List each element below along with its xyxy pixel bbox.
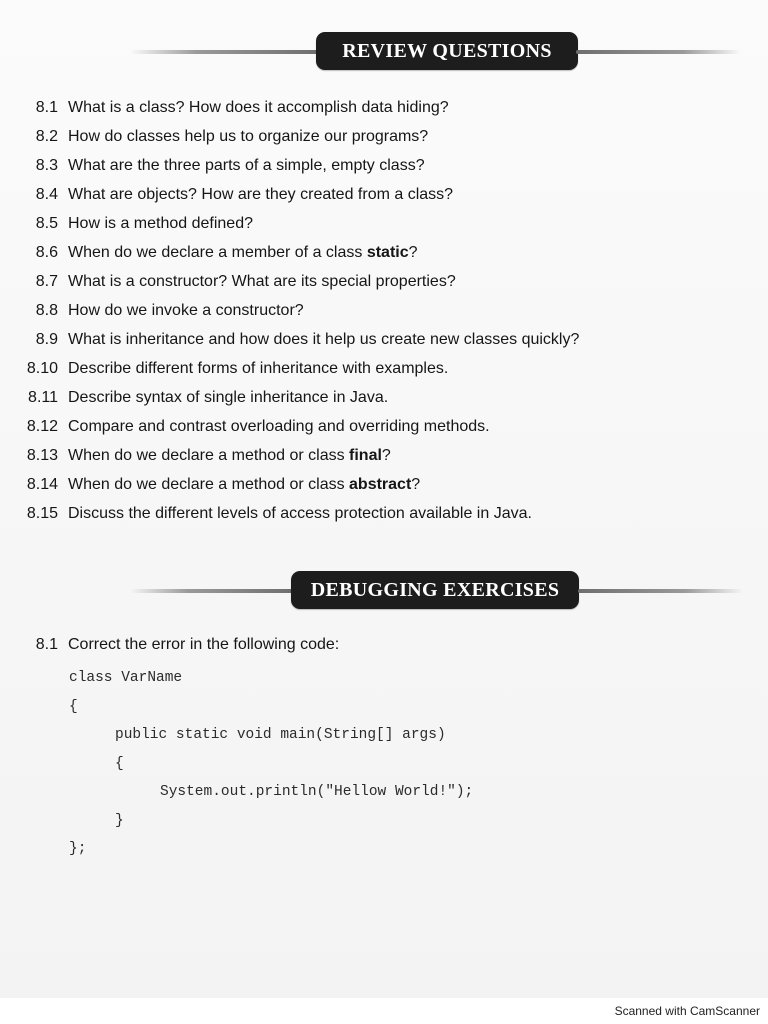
- question-text-main: What are objects? How are they created from a class?: [68, 186, 454, 203]
- code-line: {: [115, 756, 124, 772]
- review-question-list: [0, 93, 768, 528]
- code-line: }: [115, 813, 124, 829]
- question-text-main: Describe syntax of single inheritance in Java.: [68, 389, 389, 406]
- review-question: [0, 238, 768, 267]
- question-number: 8.2: [35, 128, 58, 145]
- exercise-text: Correct the error in the following code:: [68, 636, 340, 653]
- question-text-main: What is a constructor? What are its special properties?: [68, 273, 456, 290]
- review-question: [0, 354, 768, 383]
- question-text: [68, 122, 428, 151]
- question-text-main: What are the three parts of a simple, empty class?: [68, 157, 425, 174]
- question-number: 8.11: [28, 389, 58, 406]
- question-text: [68, 383, 388, 412]
- question-number: 8.6: [35, 244, 58, 261]
- question-text: [68, 238, 418, 267]
- question-text: [68, 499, 532, 528]
- question-number: 8.14: [26, 476, 58, 493]
- question-text-end: ?: [381, 447, 391, 464]
- code-line: public static void main(String[] args): [115, 727, 446, 743]
- question-text: [68, 180, 453, 209]
- question-text-main: How is a method defined?: [68, 215, 253, 232]
- review-question: [0, 151, 768, 180]
- review-question: [0, 93, 768, 122]
- review-question: [0, 296, 768, 325]
- review-question: [0, 441, 768, 470]
- question-keyword: static: [366, 244, 409, 261]
- code-line: System.out.println("Hellow World!");: [160, 784, 474, 800]
- question-text: [68, 412, 490, 441]
- review-question: [0, 325, 768, 354]
- question-text-end: ?: [411, 476, 421, 493]
- question-number: 8.9: [35, 331, 58, 348]
- question-keyword: final: [349, 447, 382, 464]
- question-text-main: What is a class? How does it accomplish data hiding?: [68, 99, 449, 116]
- review-question: [0, 267, 768, 296]
- question-text-main: Compare and contrast overloading and overriding methods.: [68, 418, 490, 435]
- question-number: 8.7: [35, 273, 58, 290]
- review-questions-banner: [0, 32, 768, 72]
- review-question: [0, 383, 768, 412]
- question-number: 8.4: [35, 186, 58, 203]
- review-question: [0, 180, 768, 209]
- question-keyword: abstract: [349, 476, 412, 493]
- code-line: {: [69, 699, 78, 715]
- question-text-main: When do we declare a method or class: [68, 447, 350, 464]
- question-number: 8.12: [26, 418, 58, 435]
- question-text: [68, 296, 304, 325]
- exercise-number: 8.1: [35, 636, 58, 653]
- banner-rule-left: [130, 50, 320, 54]
- question-number: 8.8: [35, 302, 58, 319]
- question-number: 8.10: [26, 360, 58, 377]
- debug-exercise: [0, 630, 768, 659]
- code-line: class VarName: [69, 670, 183, 686]
- banner-rule-right: [576, 50, 741, 54]
- question-text: [68, 354, 448, 383]
- question-text-main: When do we declare a method or class: [68, 476, 350, 493]
- question-text-main: How do classes help us to organize our programs?: [68, 128, 429, 145]
- question-text: [68, 470, 420, 499]
- question-text-main: Describe different forms of inheritance with examples.: [68, 360, 449, 377]
- question-text: [68, 209, 253, 238]
- question-text-main: What is inheritance and how does it help us create new classes quickly?: [68, 331, 580, 348]
- review-question: [0, 499, 768, 528]
- review-question: [0, 470, 768, 499]
- review-questions-heading: REVIEW QUESTIONS: [316, 32, 578, 70]
- debugging-exercises-heading: DEBUGGING EXERCISES: [291, 571, 579, 609]
- question-text: [68, 441, 391, 470]
- question-number: 8.3: [35, 157, 58, 174]
- question-text-main: How do we invoke a constructor?: [68, 302, 304, 319]
- question-number: 8.15: [26, 505, 58, 522]
- question-number: 8.5: [35, 215, 58, 232]
- code-line: };: [69, 841, 87, 857]
- question-text-main: When do we declare a member of a class: [68, 244, 367, 261]
- question-text: [68, 93, 449, 122]
- question-text: [68, 267, 456, 296]
- question-text-end: ?: [408, 244, 418, 261]
- question-number: 8.13: [26, 447, 58, 464]
- review-question: [0, 122, 768, 151]
- banner-rule-right: [578, 589, 743, 593]
- question-text: [68, 151, 425, 180]
- banner-rule-left: [130, 589, 295, 593]
- question-text: [68, 325, 579, 354]
- debugging-exercises-banner: [0, 571, 768, 611]
- question-number: 8.1: [35, 99, 58, 116]
- scanner-watermark: Scanned with CamScanner: [614, 1004, 760, 1018]
- review-question: [0, 412, 768, 441]
- review-question: [0, 209, 768, 238]
- question-text-main: Discuss the different levels of access protection available in Java.: [68, 505, 532, 522]
